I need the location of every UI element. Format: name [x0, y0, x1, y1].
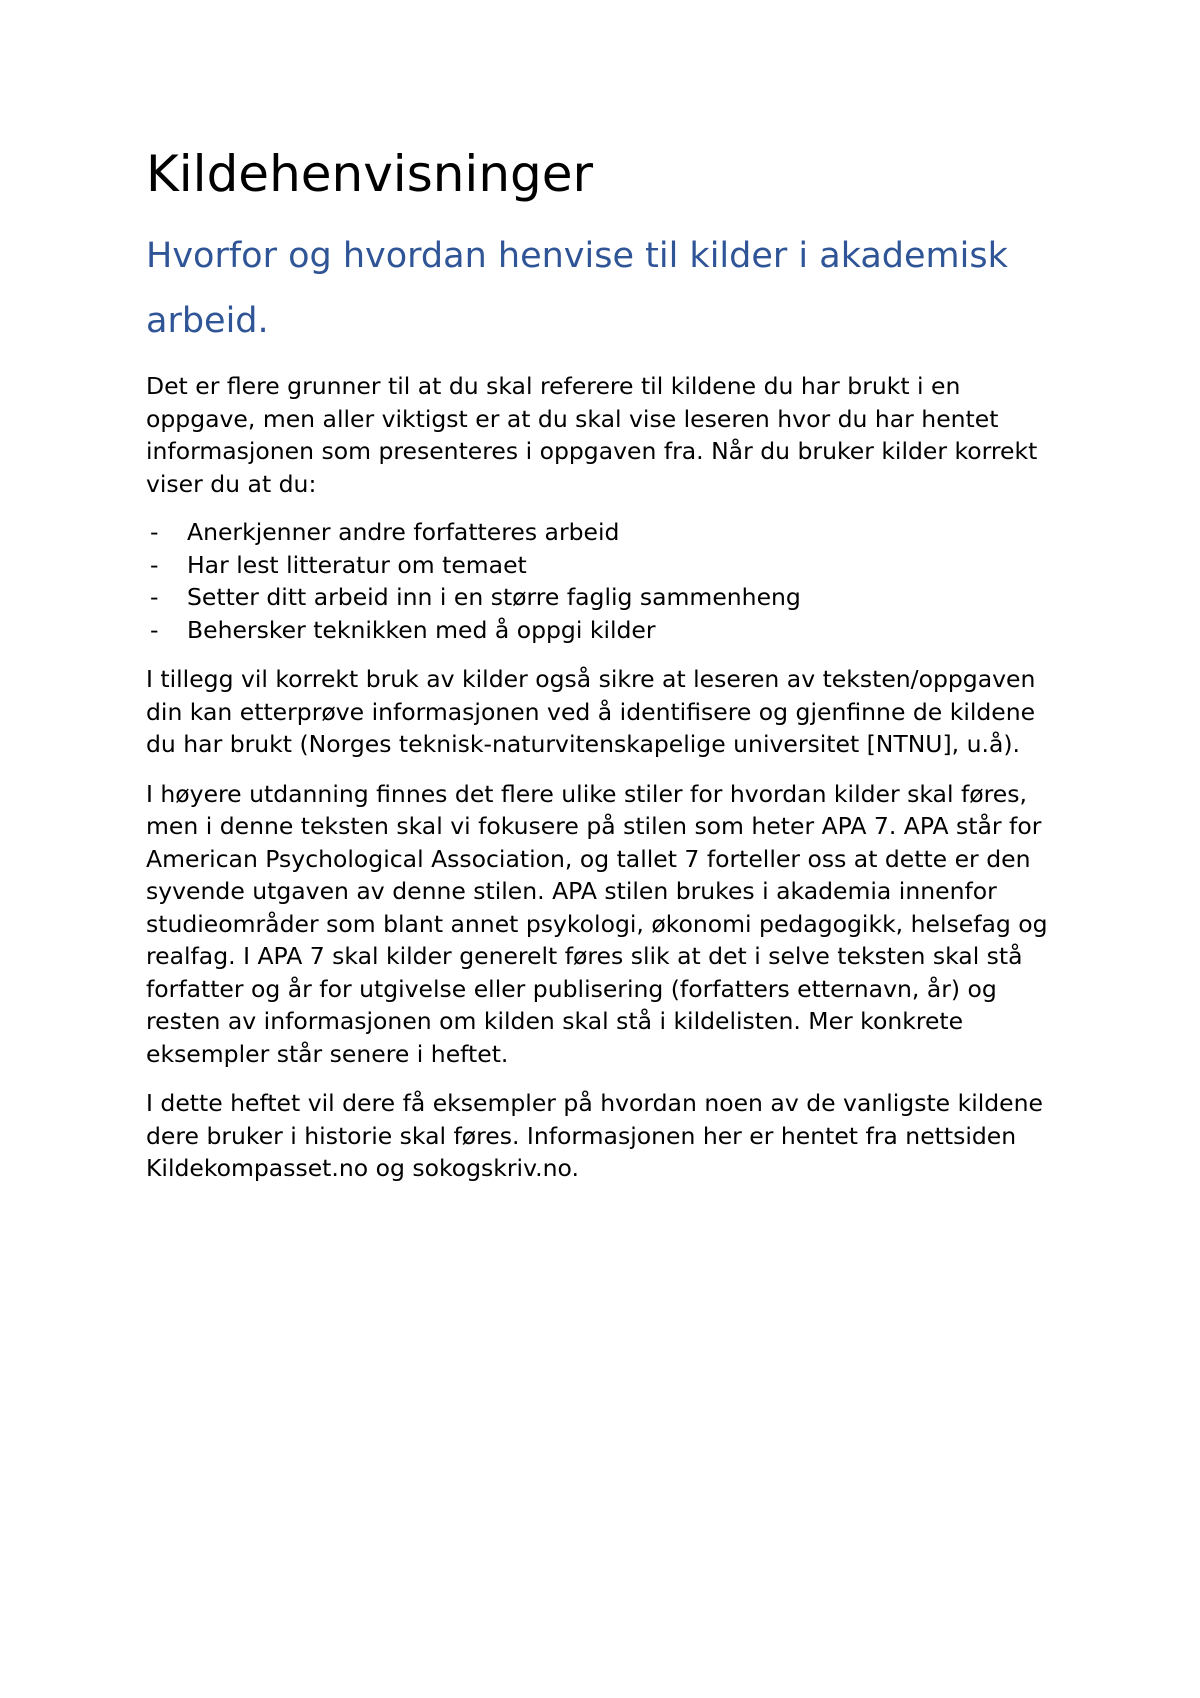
document-subtitle: Hvorfor og hvordan henvise til kilder i akademisk arbeid.	[146, 236, 1008, 341]
apa-paragraph: I høyere utdanning finnes det flere ulike stiler for hvordan kilder skal føres, men i denne teksten skal vi fokusere på stilen som heter APA 7. APA står for American Psychological Association, og tallet 7 forteller oss at dette er den syvende utgaven av denne stilen. APA stilen brukes i akademia innenfor studieområder som blant annet psykologi, økonomi pedagogikk, helsefag og realfag. I APA 7 skal kilder generelt føres slik at det i selve teksten skal stå forfatter og år for utgivelse eller publisering (forfatters etternavn, år) og resten av informasjonen om kilden skal stå i kildelisten. Mer konkrete eksempler står senere i heftet.	[146, 779, 1048, 1068]
intro-paragraph: Det er flere grunner til at du skal referere til kildene du har brukt i en oppgave, men aller viktigst er at du skal vise leseren hvor du har hentet informasjonen som presenteres i oppgaven fra. Når du bruker kilder korrekt viser du at du:	[146, 372, 1038, 498]
document-title: Kildehenvisninger	[146, 145, 594, 203]
list-item-text: Behersker teknikken med å oppgi kilder	[187, 615, 656, 644]
list-item-text: Har lest litteratur om temaet	[187, 550, 527, 579]
reasons-list	[146, 516, 1066, 646]
list-item	[146, 549, 1066, 582]
list-marker: -	[150, 550, 159, 579]
list-item-text: Setter ditt arbeid inn i en større faglig sammenheng	[187, 583, 801, 611]
list-item-text: Anerkjenner andre forfatteres arbeid	[187, 518, 620, 546]
verification-paragraph: I tillegg vil korrekt bruk av kilder også sikre at leseren av teksten/oppgaven din kan etterprøve informasjonen ved å identifisere og gjenfinne de kildene du har brukt (Norges teknisk-naturvitenskapelige universitet [NTNU], u.å).	[146, 665, 1036, 758]
list-marker: -	[150, 518, 159, 546]
booklet-paragraph: I dette heftet vil dere få eksempler på hvordan noen av de vanligste kildene dere bruker i historie skal føres. Informasjonen her er hentet fra nettsiden Kildekompasset.no og sokogskriv.no.	[146, 1089, 1043, 1182]
list-item	[146, 516, 1066, 549]
list-marker: -	[150, 615, 159, 644]
document-page	[146, 138, 1066, 1185]
list-item	[146, 614, 1066, 647]
list-marker: -	[150, 583, 159, 611]
list-item	[146, 581, 1066, 614]
